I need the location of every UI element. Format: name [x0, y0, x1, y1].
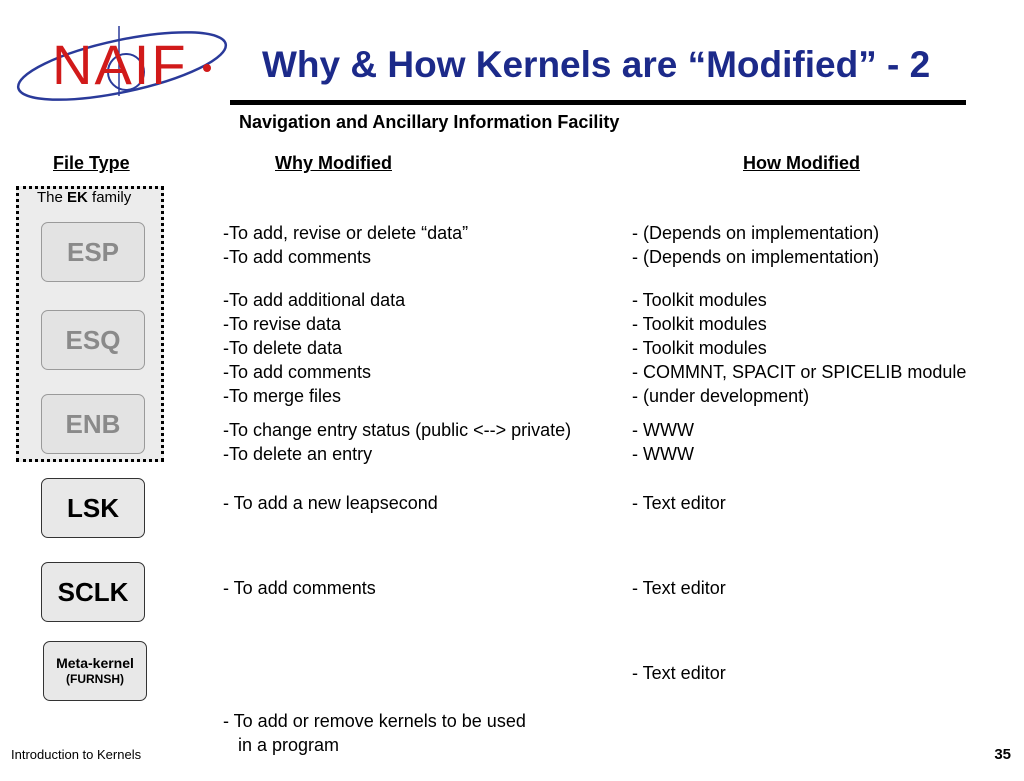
logo-text: NAIF [52, 33, 188, 96]
ek-family-label: The EK family [37, 189, 132, 206]
file-type-enb: ENB [41, 394, 145, 454]
naif-logo [10, 18, 240, 108]
meta-kernel-sub: (FURNSH) [66, 672, 124, 687]
footer-course-title: Introduction to Kernels [11, 747, 142, 762]
title-divider [230, 100, 966, 105]
how-esq: - Toolkit modules - Toolkit modules - Toolkit modules - COMMNT, SPACIT or SPICELIB module - (under development) [632, 290, 967, 406]
file-type-esp: ESP [41, 222, 145, 282]
page-number: 35 [994, 746, 1011, 763]
meta-kernel-label: Meta-kernel [56, 654, 134, 671]
how-lsk: - Text editor [632, 493, 726, 513]
how-meta-kernel: - Text editor [632, 663, 726, 683]
column-header-why: Why Modified [275, 153, 392, 173]
why-esq: -To add additional data -To revise data -To delete data -To add comments -To merge files [223, 290, 406, 406]
why-meta-kernel: - To add or remove kernels to be used in a program [223, 711, 526, 755]
how-sclk: - Text editor [632, 578, 726, 598]
file-type-meta-kernel [43, 641, 147, 701]
page-subtitle: Navigation and Ancillary Information Facility [239, 112, 620, 132]
why-enb: -To change entry status (public <--> private) -To delete an entry [223, 420, 572, 464]
file-type-esq: ESQ [41, 310, 145, 370]
file-type-lsk: LSK [41, 478, 145, 538]
why-lsk: - To add a new leapsecond [223, 493, 438, 513]
file-type-sclk: SCLK [41, 562, 145, 622]
why-sclk: - To add comments [223, 578, 376, 598]
column-header-how: How Modified [743, 153, 860, 173]
column-header-file-type: File Type [53, 153, 130, 173]
how-enb: - WWW - WWW [632, 420, 694, 464]
page-title: Why & How Kernels are “Modified” - 2 [262, 44, 931, 85]
why-esp: -To add, revise or delete “data” -To add comments [223, 223, 469, 267]
how-esp: - (Depends on implementation) - (Depends on implementation) [632, 223, 880, 267]
